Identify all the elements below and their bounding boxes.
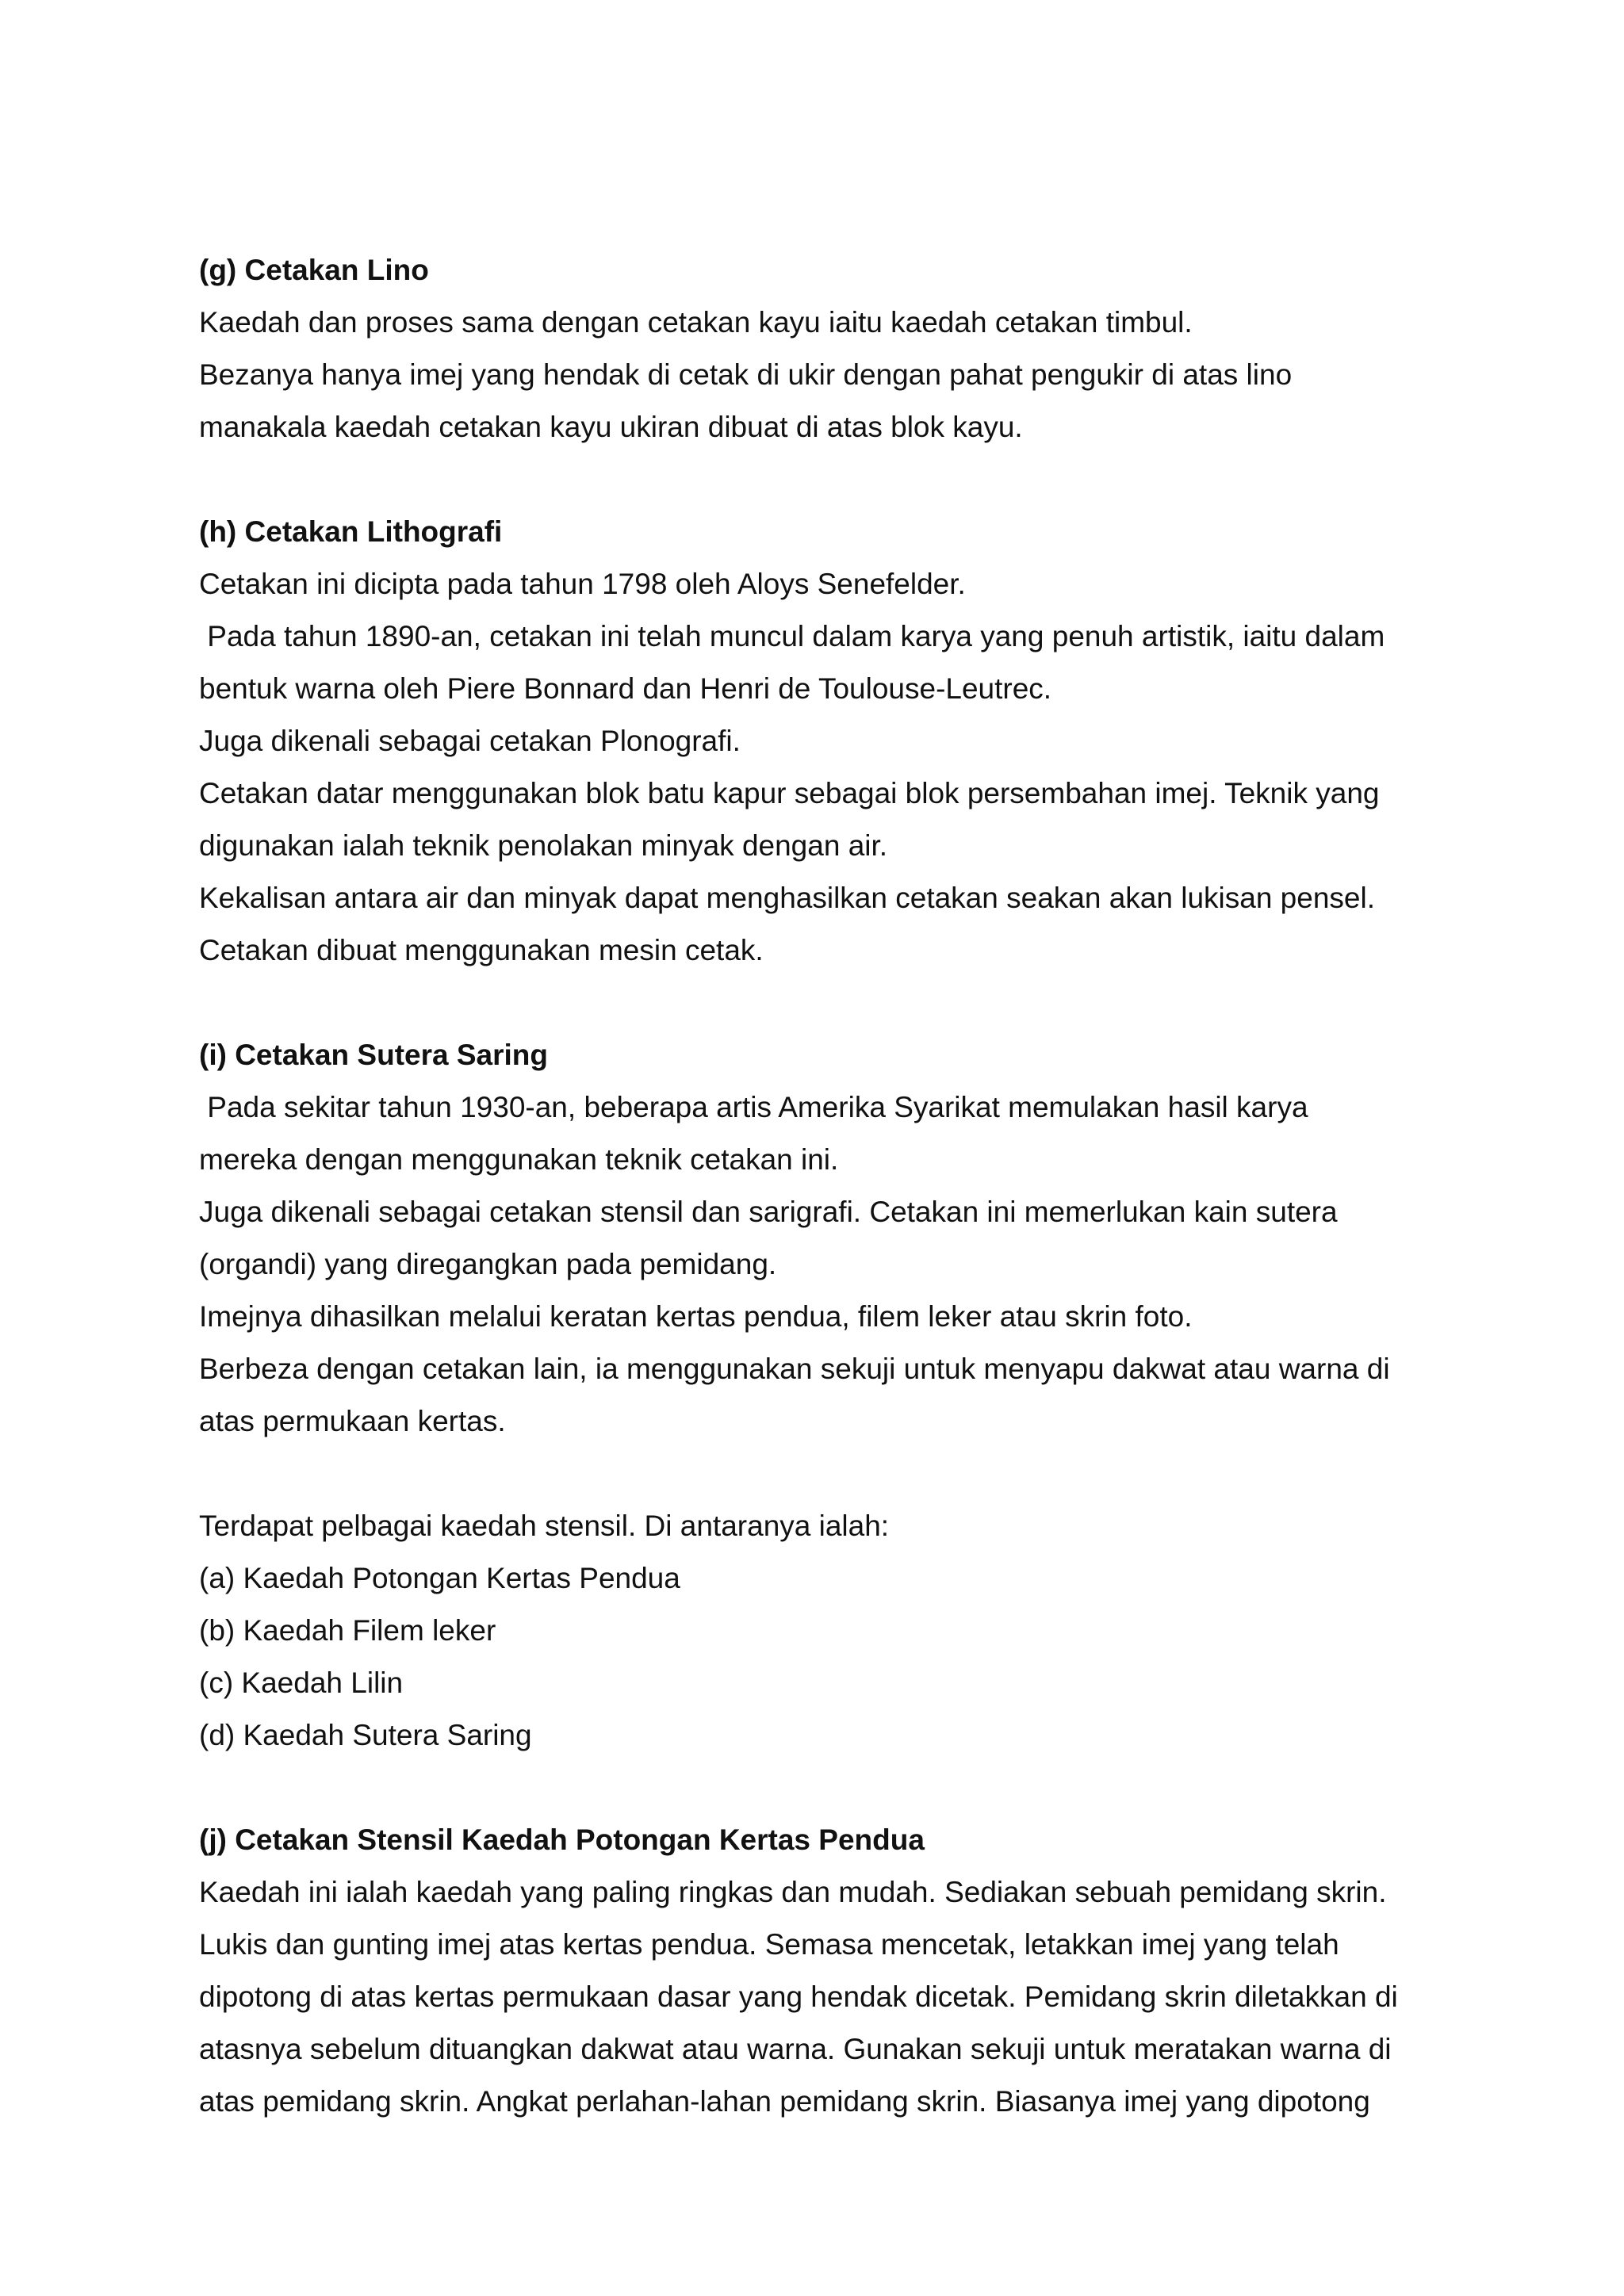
text-line: Pada sekitar tahun 1930-an, beberapa artis Amerika Syarikat memulakan hasil karya <box>199 1091 1308 1123</box>
list-item: (d) Kaedah Sutera Saring <box>199 1719 532 1751</box>
text-line: Cetakan datar menggunakan blok batu kapur sebagai blok persembahan imej. Teknik yang <box>199 777 1380 809</box>
list-item: (b) Kaedah Filem leker <box>199 1614 496 1647</box>
text-line: atas pemidang skrin. Angkat perlahan-lahan pemidang skrin. Biasanya imej yang dipotong <box>199 2085 1370 2118</box>
section-cetakan-sutera-saring <box>199 1029 1436 1448</box>
document-page <box>199 244 1436 2128</box>
text-line: Kaedah dan proses sama dengan cetakan kayu iaitu kaedah cetakan timbul. <box>199 306 1193 339</box>
text-line: Imejnya dihasilkan melalui keratan kertas pendua, filem leker atau skrin foto. <box>199 1300 1193 1333</box>
list-item: (a) Kaedah Potongan Kertas Pendua <box>199 1562 680 1594</box>
section-heading: (i) Cetakan Sutera Saring <box>199 1039 549 1071</box>
section-kaedah-stensil-list <box>199 1500 1436 1762</box>
text-line: bentuk warna oleh Piere Bonnard dan Henri de Toulouse-Leutrec. <box>199 672 1052 705</box>
text-line: (organdi) yang diregangkan pada pemidang. <box>199 1248 777 1280</box>
section-heading: (j) Cetakan Stensil Kaedah Potongan Kertas Pendua <box>199 1823 925 1856</box>
text-line: Juga dikenali sebagai cetakan stensil dan sarigrafi. Cetakan ini memerlukan kain sutera <box>199 1196 1338 1228</box>
section-heading: (h) Cetakan Lithografi <box>199 515 503 548</box>
text-line: digunakan ialah teknik penolakan minyak dengan air. <box>199 829 888 862</box>
text-line: atas permukaan kertas. <box>199 1405 506 1437</box>
text-line: Cetakan dibuat menggunakan mesin cetak. <box>199 934 764 966</box>
text-line: Cetakan ini dicipta pada tahun 1798 oleh Aloys Senefelder. <box>199 568 966 600</box>
text-line: atasnya sebelum dituangkan dakwat atau warna. Gunakan sekuji untuk meratakan warna di <box>199 2033 1392 2065</box>
list-item: (c) Kaedah Lilin <box>199 1667 404 1699</box>
section-heading: (g) Cetakan Lino <box>199 254 429 286</box>
section-cetakan-lithografi <box>199 506 1436 977</box>
text-line: manakala kaedah cetakan kayu ukiran dibuat di atas blok kayu. <box>199 411 1023 443</box>
text-line: Pada tahun 1890-an, cetakan ini telah muncul dalam karya yang penuh artistik, iaitu dalam <box>199 620 1385 652</box>
text-line: Kaedah ini ialah kaedah yang paling ringkas dan mudah. Sediakan sebuah pemidang skrin. <box>199 1876 1387 1908</box>
text-line: mereka dengan menggunakan teknik cetakan ini. <box>199 1143 839 1176</box>
text-line: Kekalisan antara air dan minyak dapat menghasilkan cetakan seakan akan lukisan pensel. <box>199 882 1375 914</box>
text-line: dipotong di atas kertas permukaan dasar yang hendak dicetak. Pemidang skrin diletakkan di <box>199 1980 1398 2013</box>
text-line: Lukis dan gunting imej atas kertas pendua. Semasa mencetak, letakkan imej yang telah <box>199 1928 1339 1961</box>
section-cetakan-stensil-potongan <box>199 1814 1436 2128</box>
section-cetakan-lino <box>199 244 1436 453</box>
text-line: Terdapat pelbagai kaedah stensil. Di antaranya ialah: <box>199 1510 890 1542</box>
text-line: Juga dikenali sebagai cetakan Plonografi. <box>199 725 741 757</box>
text-line: Bezanya hanya imej yang hendak di cetak di ukir dengan pahat pengukir di atas lino <box>199 358 1293 391</box>
text-line: Berbeza dengan cetakan lain, ia menggunakan sekuji untuk menyapu dakwat atau warna di <box>199 1353 1390 1385</box>
